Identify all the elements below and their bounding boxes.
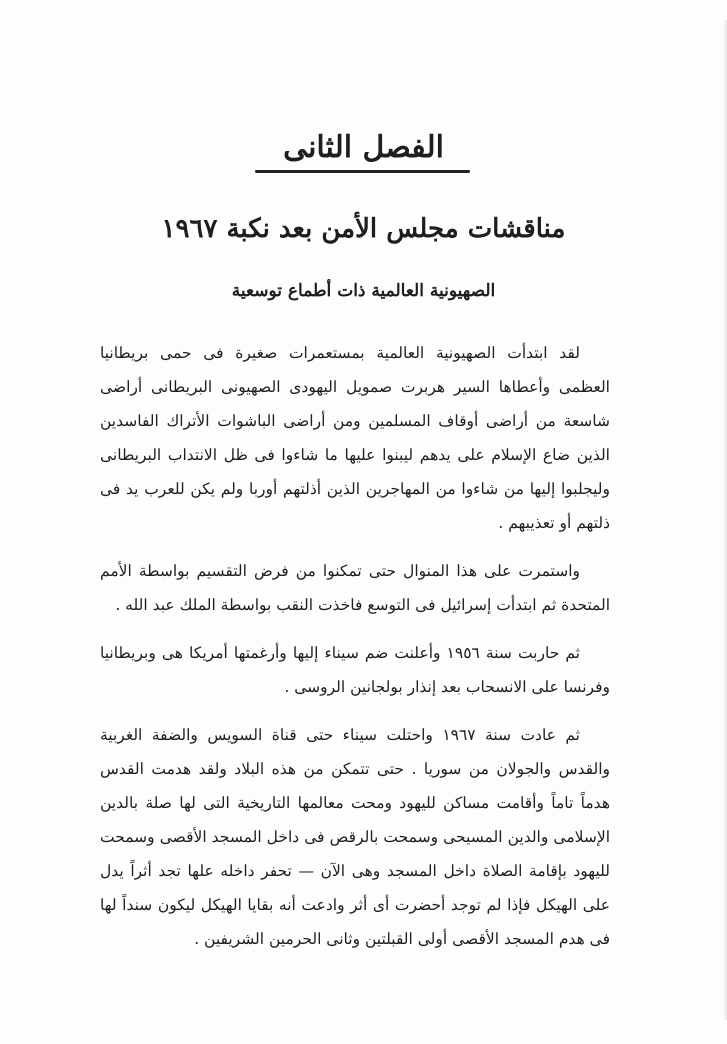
paragraph-1: لقد ابتدأت الصهيونية العالمية بمستعمرات صغيرة فى حمى بريطانيا العظمى وأعطاها السير هربرت صمويل اليهودى الصهيونى البريطانى أراضى شاسعة من أراضى أوقاف المسلمين ومن أراضى الباشوات الأتراك الفاسدين الذين ضاع الإسلام على يدهم ليبنوا عليها ما شاءوا فى ظل الانتداب البريطانى وليجلبوا إليها من شاءوا من المهاجرين الذين أذلتهم أوربا ولم يكن للعرب يد فى ذلتهم أو تعذيبهم . — [100, 344, 610, 532]
paragraph-4: ثم عادت سنة ١٩٦٧ واحتلت سيناء حتى قناة السويس والضفة الغربية والقدس والجولان من سوريا . حتى تتمكن من هذه البلاد ولقد هدمت القدس هدماً تاماً وأقامت مساكن لليهود ومحت معالمها التاريخية التى لها صلة بالدين الإسلامى والدين المسيحى وسمحت بالرقص فى داخل المسجد الأقصى وسمحت لليهود بإقامة الصلاة داخل المسجد وهى الآن — تحفر داخله علها تجد أثراً يدل على الهيكل فإذا لم توجد أحضرت أى أثر وادعت أنه بقايا الهيكل ليكون سنداً لها فى هدم المسجد الأقصى أولى القبلتين وثانى الحرمين الشريفين . — [100, 726, 610, 948]
chapter-title: الفصل الثانى — [283, 130, 444, 165]
paragraph-3: ثم حاربت سنة ١٩٥٦ وأعلنت ضم سيناء إليها وأرغمتها أمريكا هى وبريطانيا وفرنسا على الانسحاب بعد إنذار بولجانين الروسى . — [100, 644, 610, 696]
chapter-title-underline — [255, 170, 470, 173]
body-text — [100, 336, 610, 970]
section-title: مناقشات مجلس الأمن بعد نكبة ١٩٦٧ — [161, 214, 566, 244]
paragraph-2: واستمرت على هذا المنوال حتى تمكنوا من فرض التقسيم بواسطة الأمم المتحدة ثم ابتدأت إسرائيل فى التوسع فاخذت النقب بواسطة الملك عبد الله . — [100, 562, 610, 614]
section-subtitle: الصهيونية العالمية ذات أطماع توسعية — [231, 281, 496, 301]
page-binding-edge — [723, 20, 727, 1020]
